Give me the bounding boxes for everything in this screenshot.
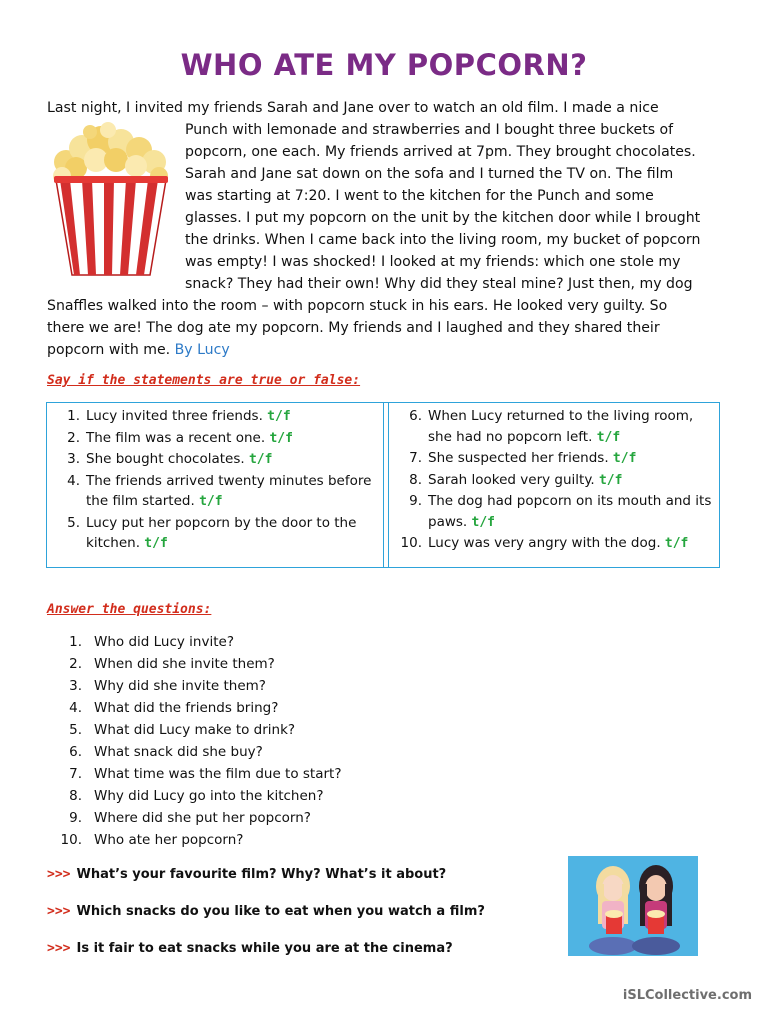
column-divider — [383, 403, 389, 567]
question-number: 9. — [69, 810, 82, 826]
question-number: 3. — [69, 678, 82, 694]
statement-item — [55, 428, 377, 450]
question-text: Why did Lucy go into the kitchen? — [94, 788, 324, 804]
site-watermark: iSLCollective.com — [622, 988, 752, 1003]
statement-number: 1. — [67, 408, 80, 424]
true-false-heading: Say if the statements are true or false: — [47, 373, 361, 388]
tf-marker: t/f — [248, 452, 273, 467]
tf-marker: t/f — [144, 536, 168, 551]
true-false-box — [46, 402, 720, 568]
story-line: the drinks. When I came back into the living room, my bucket of popcorn — [185, 232, 701, 248]
girls-eating-popcorn-illustration — [568, 856, 698, 956]
question-item — [47, 763, 342, 785]
question-text: Who did Lucy invite? — [94, 634, 234, 650]
story-line: there we are! The dog ate my popcorn. My friends and I laughed and they shared their — [47, 320, 660, 336]
discussion-prompt — [47, 867, 446, 882]
statement-number: 9. — [409, 493, 422, 509]
question-number: 2. — [69, 656, 82, 672]
question-item — [47, 807, 342, 829]
question-text: Why did she invite them? — [94, 678, 266, 694]
statement-text: When Lucy returned to the living room, she had no popcorn left. — [428, 408, 694, 445]
tf-marker: t/f — [596, 429, 621, 445]
story-text — [47, 97, 717, 361]
tf-marker: t/f — [269, 430, 293, 446]
story-line: popcorn, one each. My friends arrived at 7pm. They brought chocolates. — [185, 144, 696, 160]
page-title: WHO ATE MY POPCORN? — [180, 48, 588, 82]
statement-item — [397, 470, 719, 492]
tf-marker: t/f — [612, 451, 637, 466]
statement-number: 4. — [67, 472, 80, 489]
discussion-text: What’s your favourite film? Why? What’s it about? — [76, 867, 447, 882]
statement-item — [397, 533, 719, 555]
question-number: 8. — [69, 788, 82, 804]
question-number: 1. — [69, 634, 82, 650]
question-item — [47, 829, 342, 851]
story-line: glasses. I put my popcorn on the unit by the kitchen door while I brought — [185, 210, 701, 226]
statement-number: 2. — [67, 429, 80, 446]
statement-text: She bought chocolates. — [86, 451, 245, 467]
statement-number: 5. — [67, 514, 80, 531]
discussion-prompt — [47, 904, 485, 919]
questions-heading: Answer the questions: — [47, 602, 212, 617]
discussion-prompt — [47, 941, 453, 956]
statement-text: She suspected her friends. — [428, 450, 609, 466]
story-line: was empty! I was shocked! I looked at my friends: which one stole my — [185, 254, 681, 270]
question-text: When did she invite them? — [94, 656, 275, 672]
statement-item — [55, 406, 377, 428]
story-line: snack? They had their own! Why did they steal mine? Just then, my dog — [185, 276, 693, 292]
story-line: Last night, I invited my friends Sarah and Jane over to watch an old film. I made a nice — [47, 100, 659, 116]
questions-list — [47, 631, 342, 851]
statement-number: 7. — [409, 450, 422, 466]
discussion-text: Is it fair to eat snacks while you are at the cinema? — [76, 941, 453, 956]
question-number: 5. — [69, 722, 82, 738]
statement-text: Lucy invited three friends. — [86, 408, 263, 424]
question-item — [47, 697, 342, 719]
tf-marker: t/f — [471, 514, 495, 530]
story-line: was starting at 7:20. I went to the kitchen for the Punch and some — [185, 188, 654, 204]
question-text: What time was the film due to start? — [94, 766, 342, 782]
question-text: What did Lucy make to drink? — [94, 722, 296, 738]
question-text: Who ate her popcorn? — [94, 832, 244, 848]
statement-item — [55, 471, 377, 513]
arrow-marker: >>> — [47, 867, 71, 882]
question-text: What snack did she buy? — [94, 744, 263, 760]
question-item — [47, 785, 342, 807]
story-line-text: popcorn with me. — [47, 342, 171, 358]
statement-text: The dog had popcorn on its mouth and its paws. — [428, 493, 712, 530]
statements-right-column — [397, 406, 719, 555]
question-item — [47, 719, 342, 741]
statement-item — [397, 491, 719, 533]
statement-item — [397, 406, 719, 448]
story-line: Sarah and Jane sat down on the sofa and I turned the TV on. The film — [185, 166, 674, 182]
statement-item — [55, 449, 377, 471]
statement-text: The friends arrived twenty minutes before the film started. — [86, 472, 372, 509]
tf-marker: t/f — [664, 536, 689, 551]
statement-text: Lucy put her popcorn by the door to the kitchen. — [86, 514, 357, 551]
statement-item — [55, 513, 377, 555]
statement-number: 8. — [409, 471, 422, 488]
question-number: 4. — [69, 700, 82, 716]
tf-marker: t/f — [199, 494, 223, 509]
statement-item — [397, 448, 719, 470]
statement-text: The film was a recent one. — [86, 429, 266, 446]
question-number: 7. — [69, 766, 82, 782]
statement-text: Sarah looked very guilty. — [428, 471, 595, 488]
statement-text: Lucy was very angry with the dog. — [428, 535, 661, 551]
question-number: 10. — [60, 832, 82, 848]
question-item — [47, 741, 342, 763]
tf-marker: t/f — [598, 472, 623, 488]
question-text: What did the friends bring? — [94, 700, 279, 716]
statements-left-column — [55, 406, 377, 555]
story-byline: By Lucy — [174, 342, 230, 358]
arrow-marker: >>> — [47, 904, 71, 919]
question-item — [47, 653, 342, 675]
question-number: 6. — [69, 744, 82, 760]
story-line: Punch with lemonade and strawberries and I bought three buckets of — [185, 122, 674, 138]
question-item — [47, 675, 342, 697]
tf-marker: t/f — [267, 409, 291, 424]
question-item — [47, 631, 342, 653]
question-text: Where did she put her popcorn? — [94, 810, 311, 826]
statement-number: 6. — [409, 408, 422, 424]
statement-number: 3. — [67, 451, 80, 467]
story-line: Snaffles walked into the room – with popcorn stuck in his ears. He looked very guilty. So — [47, 298, 668, 314]
discussion-text: Which snacks do you like to eat when you watch a film? — [76, 904, 485, 919]
story-line-last — [47, 339, 717, 361]
statement-number: 10. — [400, 535, 422, 551]
arrow-marker: >>> — [47, 941, 71, 956]
